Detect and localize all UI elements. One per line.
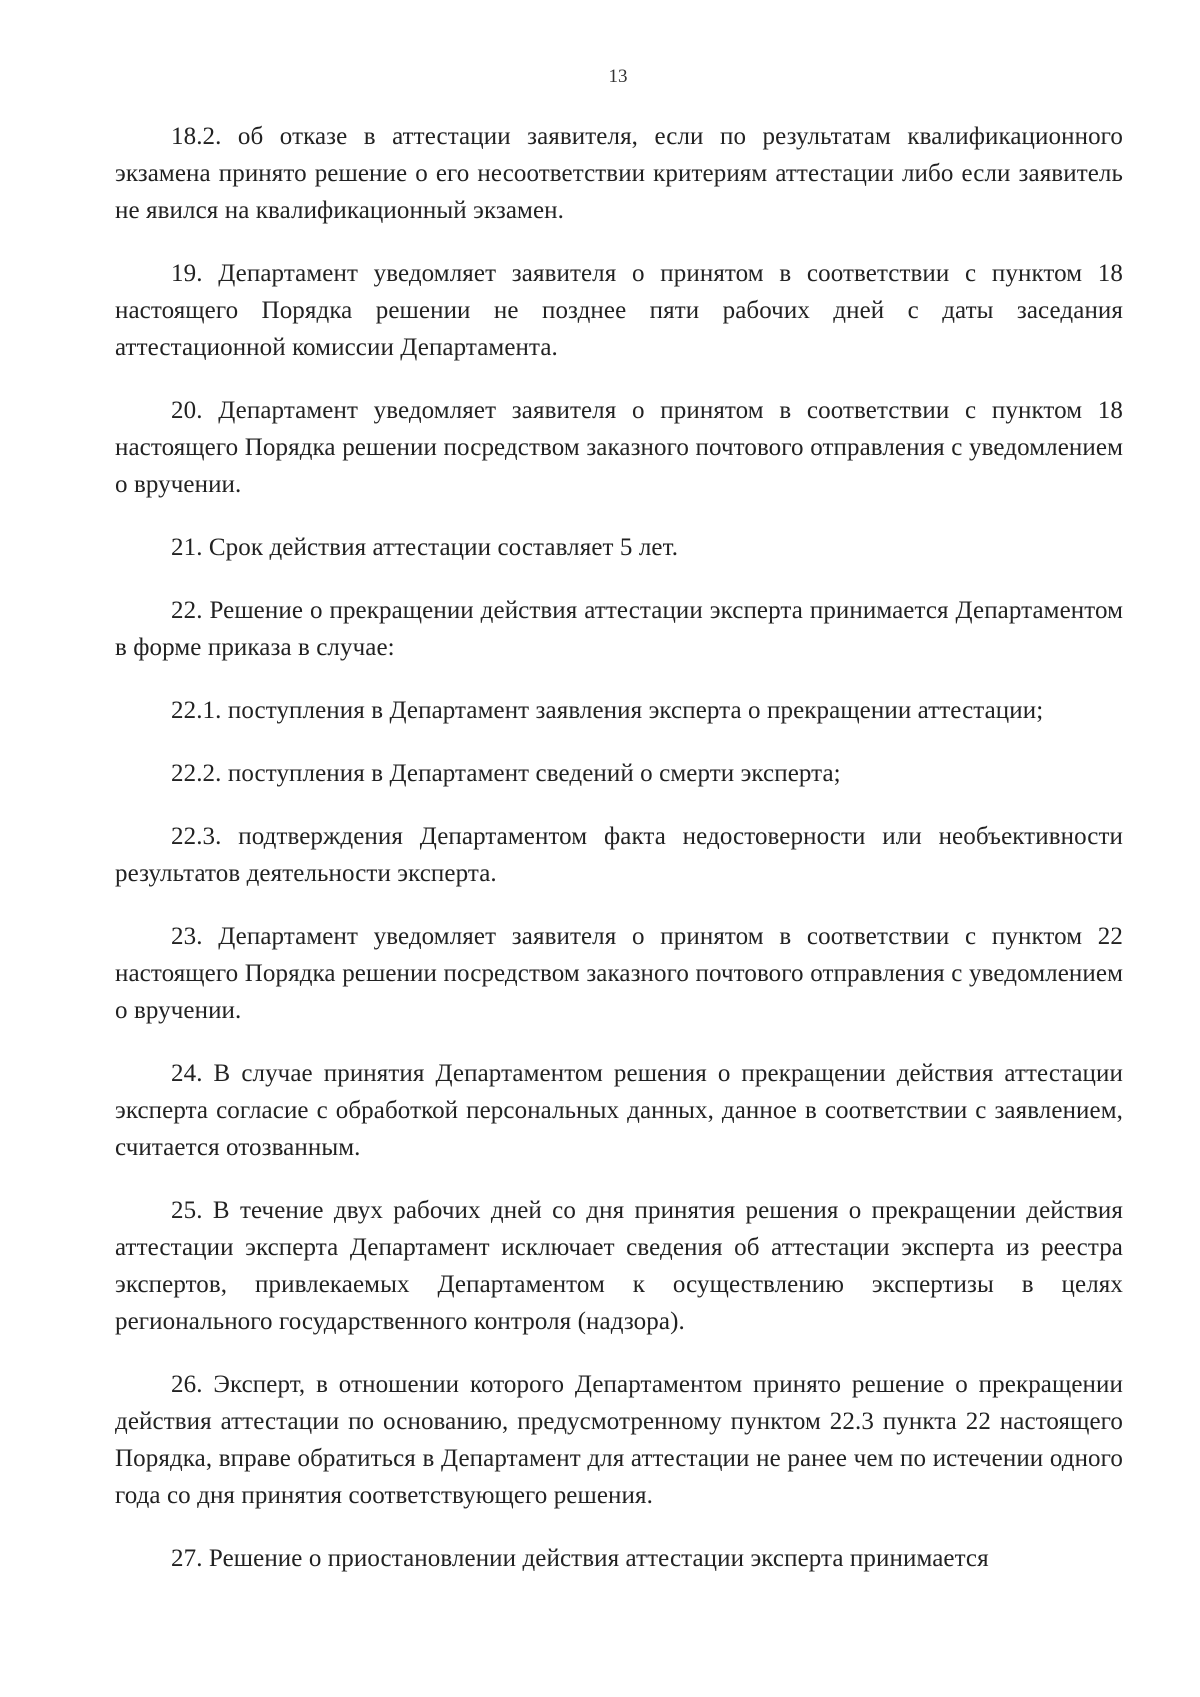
paragraph-22-1: 22.1. поступления в Департамент заявления эксперта о прекращении аттестации; [171,697,1044,724]
paragraph-22-3: 22.3. подтверждения Департаментом факта недостоверности или необъективности результатов деятельности эксперта. [115,823,1123,887]
paragraph-24: 24. В случае принятия Департаментом решения о прекращении действия аттестации эксперта согласие с обработкой персональных данных, данное в соответствии с заявлением, считается отозванным. [115,1060,1123,1161]
paragraph-20: 20. Департамент уведомляет заявителя о принятом в соответствии с пунктом 18 настоящего Порядка решении посредством заказного почтового отправления с уведомлением о вручении. [115,397,1123,498]
document-body [115,118,1123,1577]
paragraph-25: 25. В течение двух рабочих дней со дня принятия решения о прекращении действия аттестации эксперта Департамент исключает сведения об аттестации эксперта из реестра экспертов, привлекаемых Департаментом к осуществлению экспертизы в целях регионального государственного контроля (надзора). [115,1197,1123,1335]
paragraph-26: 26. Эксперт, в отношении которого Департаментом принято решение о прекращении действия аттестации по основанию, предусмотренному пунктом 22.3 пункта 22 настоящего Порядка, вправе обратиться в Департамент для аттестации не ранее чем по истечении одного года со дня принятия соответствующего решения. [115,1371,1123,1509]
paragraph-18-2: 18.2. об отказе в аттестации заявителя, если по результатам квалификационного экзамена принято решение о его несоответствии критериям аттестации либо если заявитель не явился на квалификационный экзамен. [115,123,1123,224]
paragraph-27: 27. Решение о приостановлении действия аттестации эксперта принимается [171,1545,989,1572]
paragraph-21: 21. Срок действия аттестации составляет 5 лет. [171,534,679,561]
paragraph-23: 23. Департамент уведомляет заявителя о принятом в соответствии с пунктом 22 настоящего Порядка решении посредством заказного почтового отправления с уведомлением о вручении. [115,923,1123,1024]
page-number: 13 [608,66,628,87]
paragraph-19: 19. Департамент уведомляет заявителя о принятом в соответствии с пунктом 18 настоящего Порядка решении не позднее пяти рабочих дней с даты заседания аттестационной комиссии Департамента. [115,260,1123,361]
paragraph-22-2: 22.2. поступления в Департамент сведений о смерти эксперта; [171,760,841,787]
paragraph-22: 22. Решение о прекращении действия аттестации эксперта принимается Департаментом в форме приказа в случае: [115,597,1123,661]
